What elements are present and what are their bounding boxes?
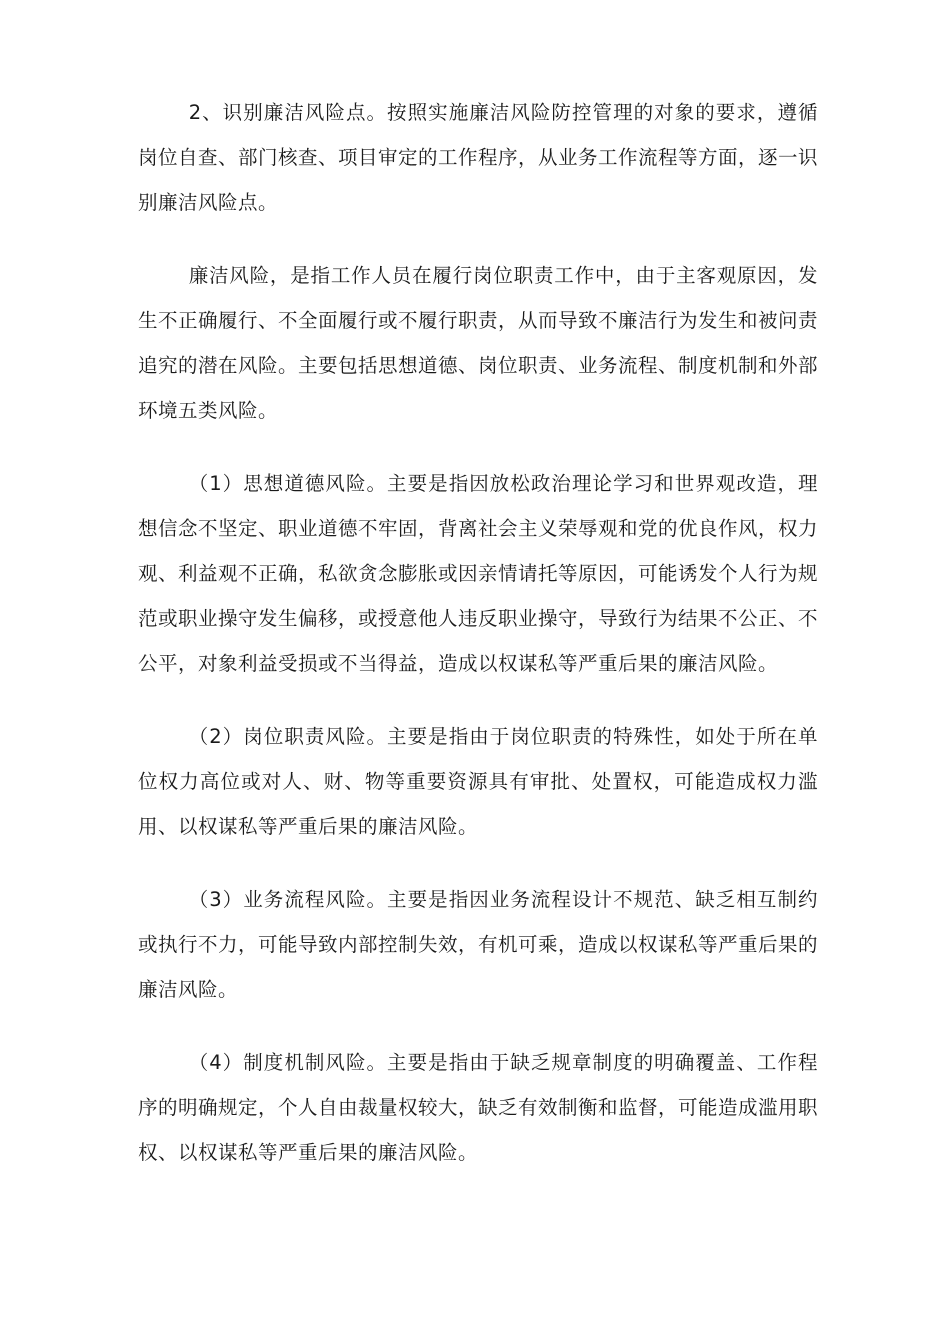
paragraph-moral-risk: （1）思想道德风险。主要是指因放松政治理论学习和世界观改造，理想信念不坚定、职业道德不牢固，背离社会主义荣辱观和党的优良作风，权力观、利益观不正确，私欲贪念膨胀或因亲情请托等原因，可能诱发个人行为规范或职业操守发生偏移，或授意他人违反职业操守，导致行为结果不公正、不公平，对象利益受损或不当得益，造成以权谋私等严重后果的廉洁风险。 <box>138 472 819 675</box>
paragraph-business-process-risk: （3）业务流程风险。主要是指因业务流程设计不规范、缺乏相互制约或执行不力，可能导致内部控制失效，有机可乘，造成以权谋私等严重后果的廉洁风险。 <box>138 888 819 1001</box>
document-body <box>138 90 818 1203</box>
paragraph-institutional-risk: （4）制度机制风险。主要是指由于缺乏规章制度的明确覆盖、工作程序的明确规定，个人自由裁量权较大，缺乏有效制衡和监督，可能造成滥用职权、以权谋私等严重后果的廉洁风险。 <box>138 1051 819 1164</box>
paragraph-identify-risk-points: 2、识别廉洁风险点。按照实施廉洁风险防控管理的对象的要求，遵循岗位自查、部门核查、项目审定的工作程序，从业务工作流程等方面，逐一识别廉洁风险点。 <box>138 101 819 214</box>
paragraph-risk-definition: 廉洁风险，是指工作人员在履行岗位职责工作中，由于主客观原因，发生不正确履行、不全面履行或不履行职责，从而导致不廉洁行为发生和被问责追究的潜在风险。主要包括思想道德、岗位职责、业务流程、制度机制和外部环境五类风险。 <box>138 264 819 422</box>
paragraph-post-duty-risk: （2）岗位职责风险。主要是指由于岗位职责的特殊性，如处于所在单位权力高位或对人、财、物等重要资源具有审批、处置权，可能造成权力滥用、以权谋私等严重后果的廉洁风险。 <box>138 725 818 838</box>
